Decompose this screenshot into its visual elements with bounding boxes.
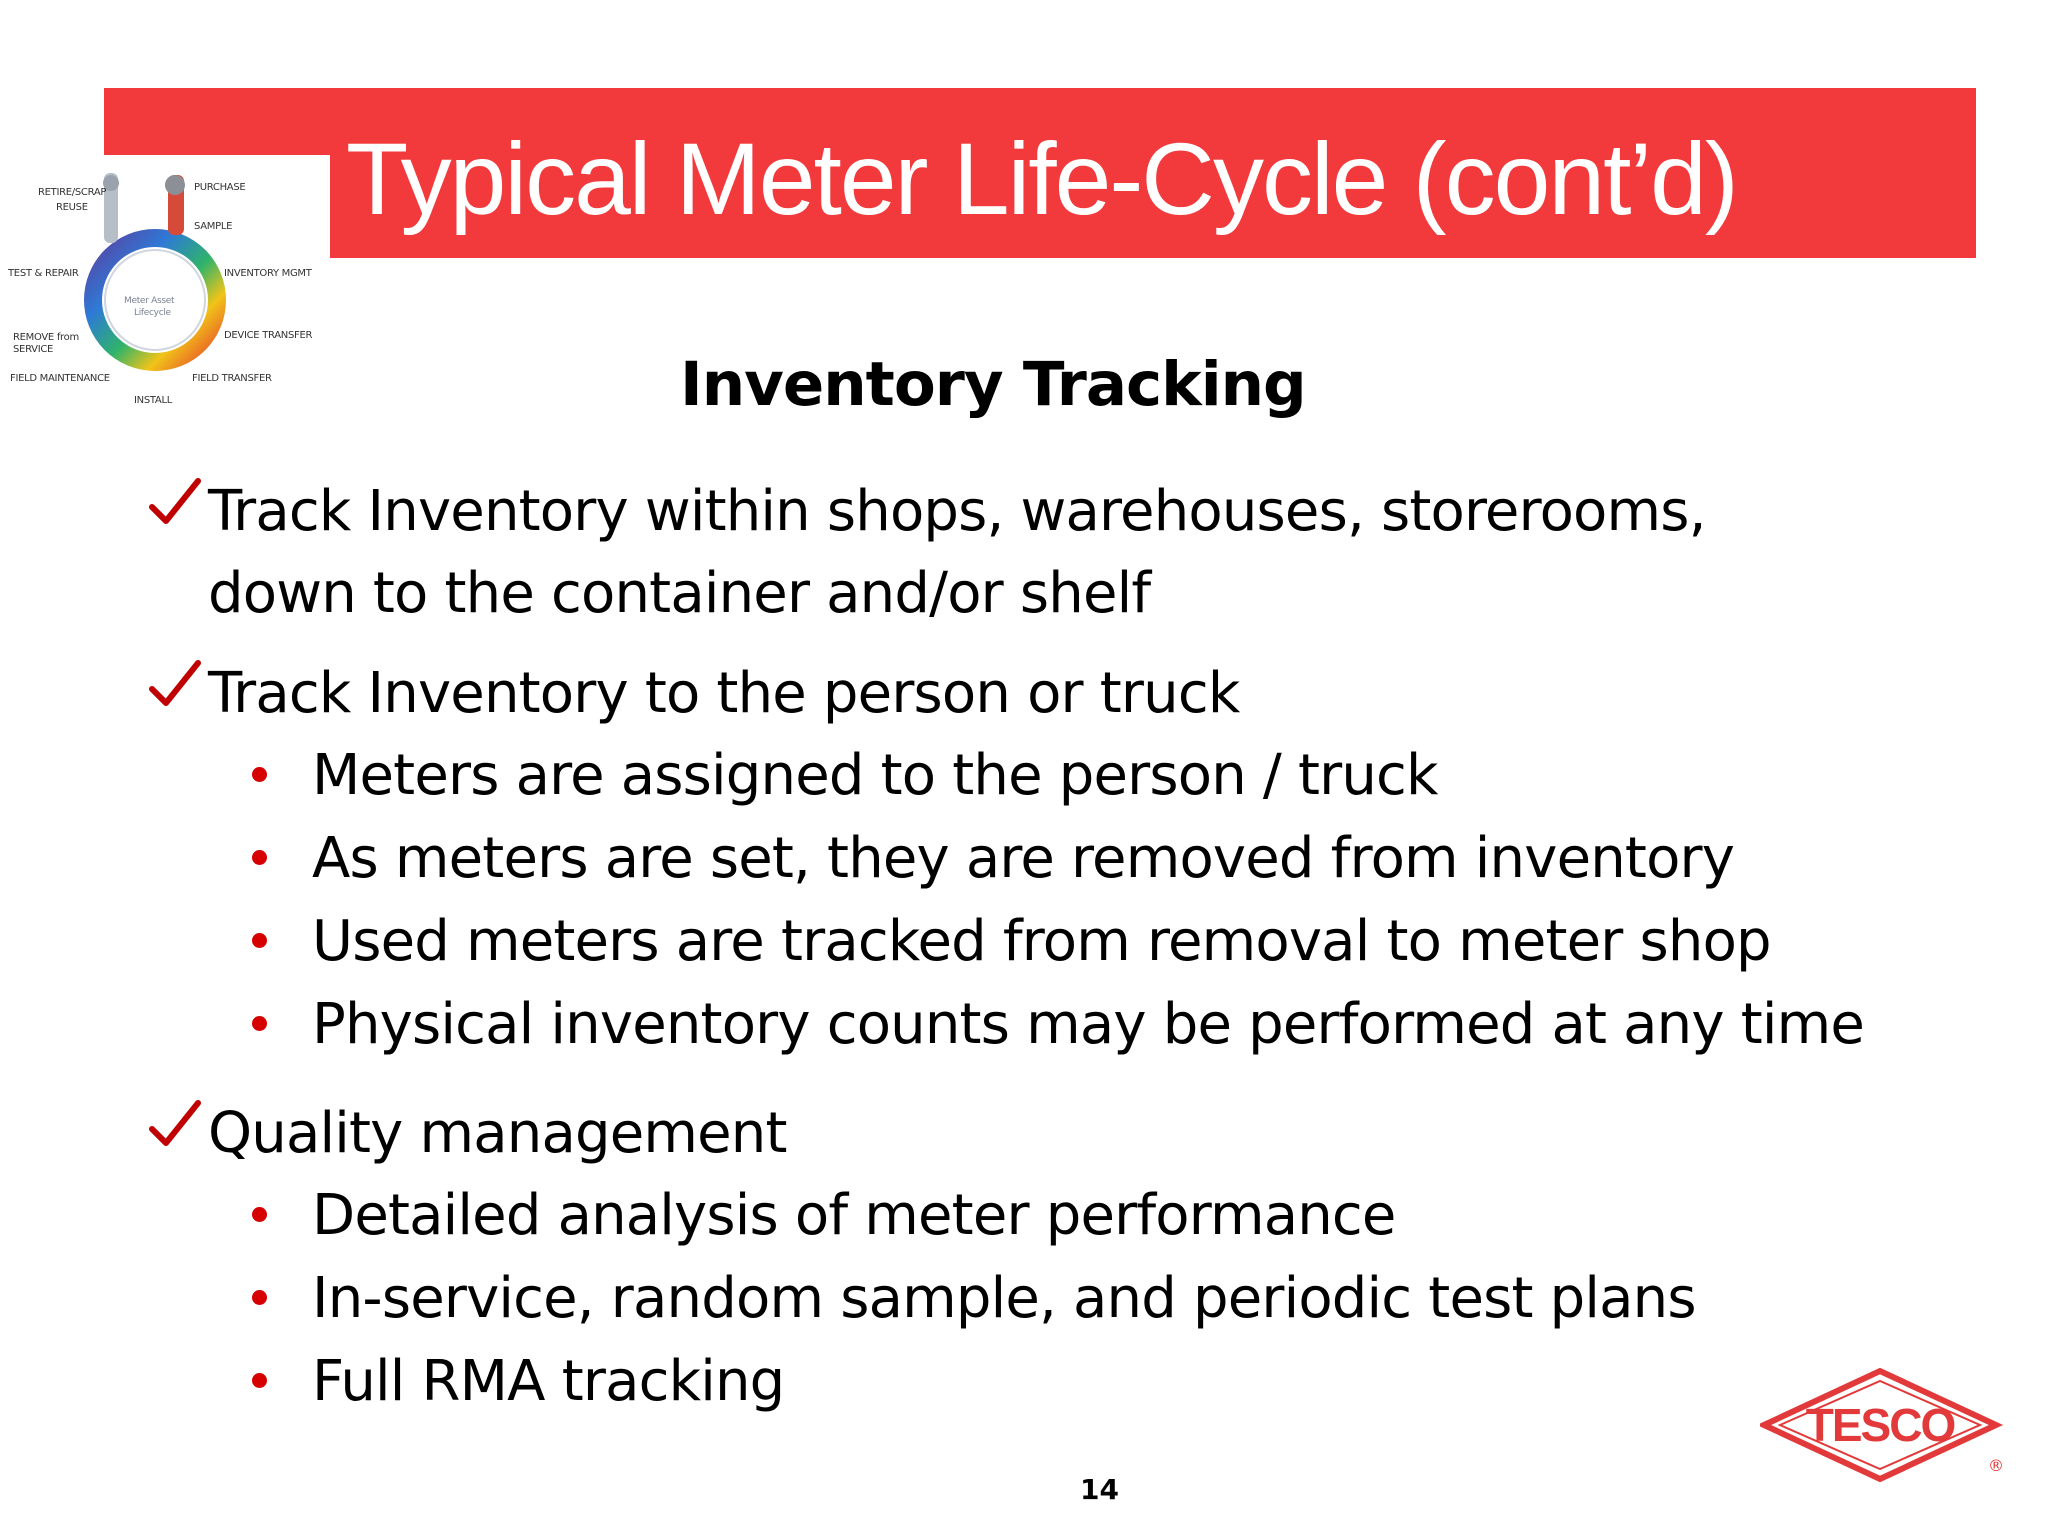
lifecycle-label: RETIRE/SCRAP <box>38 187 107 198</box>
bullet-icon <box>252 850 267 865</box>
lifecycle-center-label: Meter Asset <box>124 296 175 306</box>
lifecycle-label: FIELD TRANSFER <box>192 373 272 384</box>
page-number: 14 <box>1080 1473 1119 1506</box>
item-text-continued: down to the container and/or shelf <box>208 561 1151 626</box>
logo-text: TESCO <box>1805 1399 1955 1451</box>
sub-bullet-text: Used meters are tracked from removal to meter shop <box>312 909 1771 974</box>
item-text: Track Inventory within shops, warehouses, storerooms, <box>208 479 1706 544</box>
lifecycle-center-label: Lifecycle <box>134 308 171 318</box>
slide-title: Typical Meter Life-Cycle (cont’d) <box>346 122 1737 236</box>
bullet-icon <box>252 1207 267 1222</box>
item-text: Quality management <box>208 1101 787 1166</box>
bullet-icon <box>252 767 267 782</box>
sub-bullet-text: As meters are set, they are removed from inventory <box>312 826 1735 891</box>
lifecycle-label: PURCHASE <box>194 182 246 193</box>
lifecycle-label: REUSE <box>56 202 88 213</box>
bullet-icon <box>252 933 267 948</box>
sub-bullet-text: Detailed analysis of meter performance <box>312 1183 1396 1248</box>
bullet-icon <box>252 1290 267 1305</box>
registered-mark: ® <box>1988 1456 2004 1475</box>
bullet-icon <box>252 1373 267 1388</box>
sub-bullet-text: Meters are assigned to the person / truck <box>312 743 1438 808</box>
lifecycle-label: SERVICE <box>13 344 54 355</box>
bullet-icon <box>252 1016 267 1031</box>
lifecycle-label: INVENTORY MGMT <box>224 268 312 279</box>
item-text: Track Inventory to the person or truck <box>208 661 1240 726</box>
section-heading: Inventory Tracking <box>680 349 1306 420</box>
sub-bullet-text: Physical inventory counts may be performed at any time <box>312 992 1865 1057</box>
tesco-logo <box>1760 1365 2005 1485</box>
lifecycle-label: TEST & REPAIR <box>8 268 79 279</box>
lifecycle-label: INSTALL <box>134 395 172 406</box>
lifecycle-label: DEVICE TRANSFER <box>224 330 313 341</box>
sub-bullet-text: In-service, random sample, and periodic test plans <box>312 1266 1696 1331</box>
checkmark-icon <box>148 657 202 711</box>
checkmark-icon <box>148 1097 202 1151</box>
lifecycle-label: REMOVE from <box>13 332 79 343</box>
lifecycle-label: SAMPLE <box>194 221 233 232</box>
checkmark-icon <box>148 475 202 529</box>
sub-bullet-text: Full RMA tracking <box>312 1349 785 1414</box>
lifecycle-label: FIELD MAINTENANCE <box>10 373 110 384</box>
